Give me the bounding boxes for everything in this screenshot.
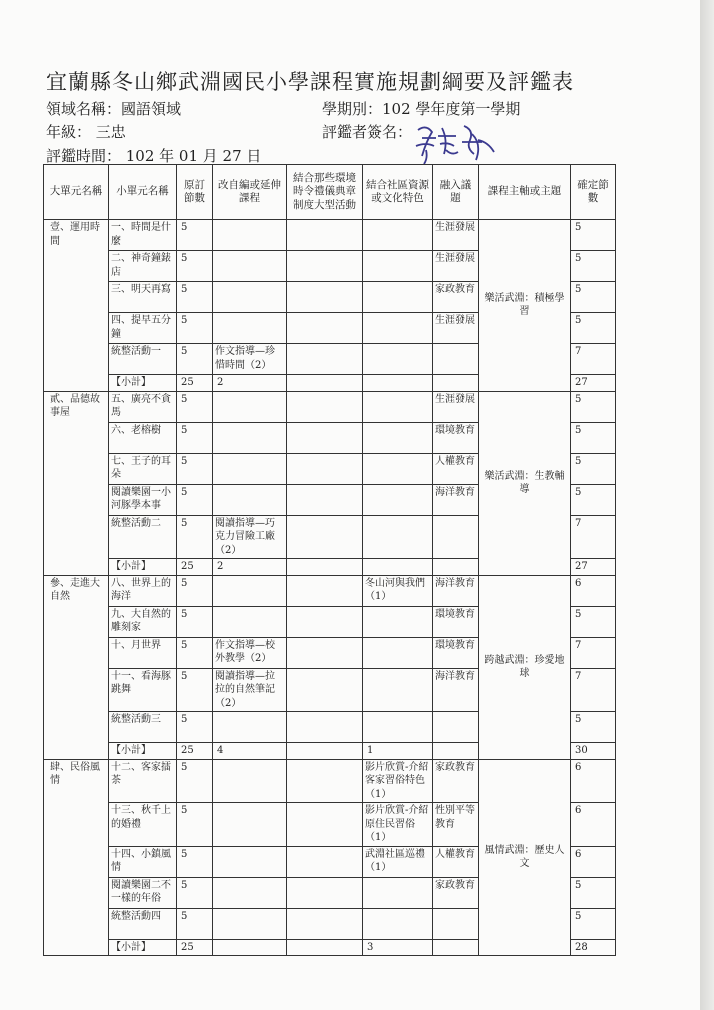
subtotal-issue	[433, 939, 479, 956]
orig-sessions-cell: 5	[177, 803, 213, 847]
subtotal-issue	[433, 559, 479, 576]
header-env: 結合那些環境時令禮儀典章制度大型活動	[287, 165, 363, 220]
header-community: 結合社區資源或文化特色	[363, 165, 433, 220]
final-sessions-cell: 5	[571, 877, 616, 908]
final-sessions-cell: 5	[571, 220, 616, 251]
issue-cell: 海洋教育	[433, 668, 479, 712]
final-sessions-cell: 7	[571, 637, 616, 668]
table-row	[44, 759, 616, 803]
curriculum-table	[43, 164, 616, 956]
final-sessions-cell: 7	[571, 515, 616, 559]
subunit-cell: 二、神奇鐘錶店	[109, 251, 177, 282]
community-cell	[363, 344, 433, 375]
issue-cell: 家政教育	[433, 759, 479, 803]
environment-cell	[287, 637, 363, 668]
header-unit: 大單元名稱	[44, 165, 109, 220]
final-sessions-cell: 5	[571, 908, 616, 939]
orig-sessions-cell: 5	[177, 575, 213, 606]
orig-sessions-cell: 5	[177, 484, 213, 515]
issue-cell: 環境教育	[433, 422, 479, 453]
issue-cell	[433, 908, 479, 939]
orig-sessions-cell: 5	[177, 877, 213, 908]
community-cell	[363, 484, 433, 515]
subunit-cell: 統整活動一	[109, 344, 177, 375]
table-body	[44, 220, 616, 956]
adapt-course-cell	[213, 908, 287, 939]
table-row	[44, 391, 616, 422]
orig-sessions-cell: 5	[177, 759, 213, 803]
environment-cell	[287, 908, 363, 939]
subtotal-label: 【小計】	[109, 375, 177, 392]
issue-cell: 海洋教育	[433, 484, 479, 515]
final-sessions-cell: 5	[571, 282, 616, 313]
final-sessions-cell: 5	[571, 251, 616, 282]
community-cell: 影片欣賞-介紹原住民習俗（1）	[363, 803, 433, 847]
final-sessions-cell: 6	[571, 846, 616, 877]
issue-cell: 人權教育	[433, 453, 479, 484]
header-adapt: 改自編或延伸課程	[213, 165, 287, 220]
subunit-cell: 閱讀樂園二不一樣的年俗	[109, 877, 177, 908]
subtotal-orig: 25	[177, 939, 213, 956]
orig-sessions-cell: 5	[177, 453, 213, 484]
header-orig: 原訂節數	[177, 165, 213, 220]
environment-cell	[287, 668, 363, 712]
subtotal-adapt	[213, 939, 287, 956]
adapt-course-cell	[213, 484, 287, 515]
adapt-course-cell: 閱讀指導—巧克力冒險工廠（2）	[213, 515, 287, 559]
header-subunit: 小單元名稱	[109, 165, 177, 220]
subtotal-issue	[433, 743, 479, 760]
orig-sessions-cell: 5	[177, 515, 213, 559]
community-cell	[363, 282, 433, 313]
theme-cell: 樂活武淵：生教輔導	[479, 391, 571, 575]
subunit-cell: 十四、小鎮風情	[109, 846, 177, 877]
final-sessions-cell: 5	[571, 422, 616, 453]
final-sessions-cell: 6	[571, 803, 616, 847]
subunit-cell: 統整活動三	[109, 712, 177, 743]
environment-cell	[287, 220, 363, 251]
theme-cell: 樂活武淵：積極學習	[479, 220, 571, 392]
orig-sessions-cell: 5	[177, 668, 213, 712]
subtotal-community	[363, 559, 433, 576]
adapt-course-cell	[213, 606, 287, 637]
header-issue: 融入議題	[433, 165, 479, 220]
orig-sessions-cell: 5	[177, 344, 213, 375]
issue-cell: 家政教育	[433, 877, 479, 908]
adapt-course-cell	[213, 803, 287, 847]
issue-cell: 環境教育	[433, 606, 479, 637]
orig-sessions-cell: 5	[177, 712, 213, 743]
orig-sessions-cell: 5	[177, 391, 213, 422]
document-title: 宜蘭縣冬山鄉武淵國民小學課程實施規劃綱要及評鑑表	[46, 70, 574, 94]
community-cell	[363, 422, 433, 453]
subtotal-final: 27	[571, 375, 616, 392]
subunit-cell: 十二、客家擂茶	[109, 759, 177, 803]
adapt-course-cell	[213, 282, 287, 313]
community-cell	[363, 712, 433, 743]
issue-cell: 生涯發展	[433, 391, 479, 422]
final-sessions-cell: 5	[571, 484, 616, 515]
subunit-cell: 統整活動四	[109, 908, 177, 939]
subunit-cell: 四、提早五分鐘	[109, 313, 177, 344]
orig-sessions-cell: 5	[177, 313, 213, 344]
issue-cell: 海洋教育	[433, 575, 479, 606]
subunit-cell: 六、老榕樹	[109, 422, 177, 453]
subunit-cell: 閱讀樂園一小河豚學本事	[109, 484, 177, 515]
subunit-cell: 十三、秋千上的婚禮	[109, 803, 177, 847]
environment-cell	[287, 422, 363, 453]
issue-cell: 家政教育	[433, 282, 479, 313]
orig-sessions-cell: 5	[177, 251, 213, 282]
environment-cell	[287, 344, 363, 375]
subtotal-env	[287, 559, 363, 576]
subtotal-issue	[433, 375, 479, 392]
adapt-course-cell: 作文指導—珍惜時間（2）	[213, 344, 287, 375]
unit-name-cell: 參、走進大自然	[44, 575, 109, 759]
subunit-cell: 七、王子的耳朵	[109, 453, 177, 484]
header-final: 確定節數	[571, 165, 616, 220]
subtotal-label: 【小計】	[109, 559, 177, 576]
issue-cell: 環境教育	[433, 637, 479, 668]
subunit-cell: 十一、看海豚跳舞	[109, 668, 177, 712]
subtotal-env	[287, 743, 363, 760]
community-cell: 冬山河與我們（1）	[363, 575, 433, 606]
environment-cell	[287, 606, 363, 637]
domain-name: 領域名稱：國語領域	[46, 100, 182, 118]
final-sessions-cell: 6	[571, 575, 616, 606]
issue-cell: 生涯發展	[433, 313, 479, 344]
subtotal-label: 【小計】	[109, 939, 177, 956]
unit-name-cell: 壹、運用時間	[44, 220, 109, 392]
subunit-cell: 八、世界上的海洋	[109, 575, 177, 606]
environment-cell	[287, 846, 363, 877]
subunit-cell: 三、明天再寫	[109, 282, 177, 313]
community-cell	[363, 515, 433, 559]
subtotal-community	[363, 375, 433, 392]
community-cell	[363, 251, 433, 282]
community-cell	[363, 637, 433, 668]
issue-cell	[433, 344, 479, 375]
final-sessions-cell: 6	[571, 759, 616, 803]
issue-cell: 生涯發展	[433, 220, 479, 251]
orig-sessions-cell: 5	[177, 606, 213, 637]
subtotal-adapt: 2	[213, 559, 287, 576]
subtotal-community: 3	[363, 939, 433, 956]
table-row	[44, 220, 616, 251]
final-sessions-cell: 5	[571, 313, 616, 344]
orig-sessions-cell: 5	[177, 908, 213, 939]
subtotal-label: 【小計】	[109, 743, 177, 760]
adapt-course-cell	[213, 759, 287, 803]
adapt-course-cell	[213, 712, 287, 743]
paper-edge	[700, 0, 714, 1010]
community-cell	[363, 220, 433, 251]
community-cell	[363, 453, 433, 484]
orig-sessions-cell: 5	[177, 637, 213, 668]
issue-cell	[433, 712, 479, 743]
handwritten-signature	[412, 120, 502, 168]
community-cell	[363, 606, 433, 637]
header-row	[44, 165, 616, 220]
adapt-course-cell	[213, 453, 287, 484]
final-sessions-cell: 5	[571, 606, 616, 637]
subunit-cell: 十、月世界	[109, 637, 177, 668]
environment-cell	[287, 515, 363, 559]
final-sessions-cell: 7	[571, 668, 616, 712]
orig-sessions-cell: 5	[177, 220, 213, 251]
adapt-course-cell	[213, 313, 287, 344]
environment-cell	[287, 453, 363, 484]
adapt-course-cell: 閱讀指導—拉拉的自然筆記（2）	[213, 668, 287, 712]
header-theme: 課程主軸或主題	[479, 165, 571, 220]
issue-cell: 生涯發展	[433, 251, 479, 282]
community-cell: 武淵社區巡禮（1）	[363, 846, 433, 877]
subtotal-adapt: 2	[213, 375, 287, 392]
environment-cell	[287, 575, 363, 606]
table-row	[44, 575, 616, 606]
community-cell	[363, 313, 433, 344]
subtotal-env	[287, 375, 363, 392]
final-sessions-cell: 7	[571, 344, 616, 375]
final-sessions-cell: 5	[571, 712, 616, 743]
community-cell: 影片欣賞-介紹客家習俗特色（1）	[363, 759, 433, 803]
environment-cell	[287, 391, 363, 422]
adapt-course-cell	[213, 391, 287, 422]
subunit-cell: 九、大自然的雕刻家	[109, 606, 177, 637]
subtotal-orig: 25	[177, 559, 213, 576]
subtotal-orig: 25	[177, 375, 213, 392]
community-cell	[363, 908, 433, 939]
environment-cell	[287, 803, 363, 847]
environment-cell	[287, 313, 363, 344]
adapt-course-cell	[213, 877, 287, 908]
unit-name-cell: 肆、民俗風情	[44, 759, 109, 956]
reviewer-label: 評鑑者簽名：	[322, 123, 413, 141]
environment-cell	[287, 759, 363, 803]
adapt-course-cell	[213, 220, 287, 251]
adapt-course-cell	[213, 422, 287, 453]
subtotal-final: 27	[571, 559, 616, 576]
theme-cell: 跨越武淵：珍愛地球	[479, 575, 571, 759]
subtotal-env	[287, 939, 363, 956]
environment-cell	[287, 484, 363, 515]
community-cell	[363, 391, 433, 422]
orig-sessions-cell: 5	[177, 282, 213, 313]
adapt-course-cell	[213, 846, 287, 877]
subtotal-orig: 25	[177, 743, 213, 760]
environment-cell	[287, 282, 363, 313]
issue-cell: 人權教育	[433, 846, 479, 877]
subunit-cell: 統整活動二	[109, 515, 177, 559]
issue-cell	[433, 515, 479, 559]
final-sessions-cell: 5	[571, 453, 616, 484]
orig-sessions-cell: 5	[177, 422, 213, 453]
subunit-cell: 五、廣亮不貪馬	[109, 391, 177, 422]
unit-name-cell: 貳、品德故事屋	[44, 391, 109, 575]
final-sessions-cell: 5	[571, 391, 616, 422]
issue-cell: 性別平等教育	[433, 803, 479, 847]
subtotal-final: 28	[571, 939, 616, 956]
semester: 學期別：102 學年度第一學期	[322, 100, 521, 118]
adapt-course-cell: 作文指導—校外教學（2）	[213, 637, 287, 668]
theme-cell: 風情武淵：歷史人文	[479, 759, 571, 956]
subunit-cell: 一、時間是什麼	[109, 220, 177, 251]
review-date: 評鑑時間： 102 年 01 月 27 日	[46, 147, 262, 165]
community-cell	[363, 668, 433, 712]
environment-cell	[287, 877, 363, 908]
subtotal-final: 30	[571, 743, 616, 760]
environment-cell	[287, 251, 363, 282]
subtotal-community: 1	[363, 743, 433, 760]
adapt-course-cell	[213, 251, 287, 282]
environment-cell	[287, 712, 363, 743]
grade: 年級： 三忠	[46, 123, 126, 141]
subtotal-adapt: 4	[213, 743, 287, 760]
community-cell	[363, 877, 433, 908]
adapt-course-cell	[213, 575, 287, 606]
orig-sessions-cell: 5	[177, 846, 213, 877]
